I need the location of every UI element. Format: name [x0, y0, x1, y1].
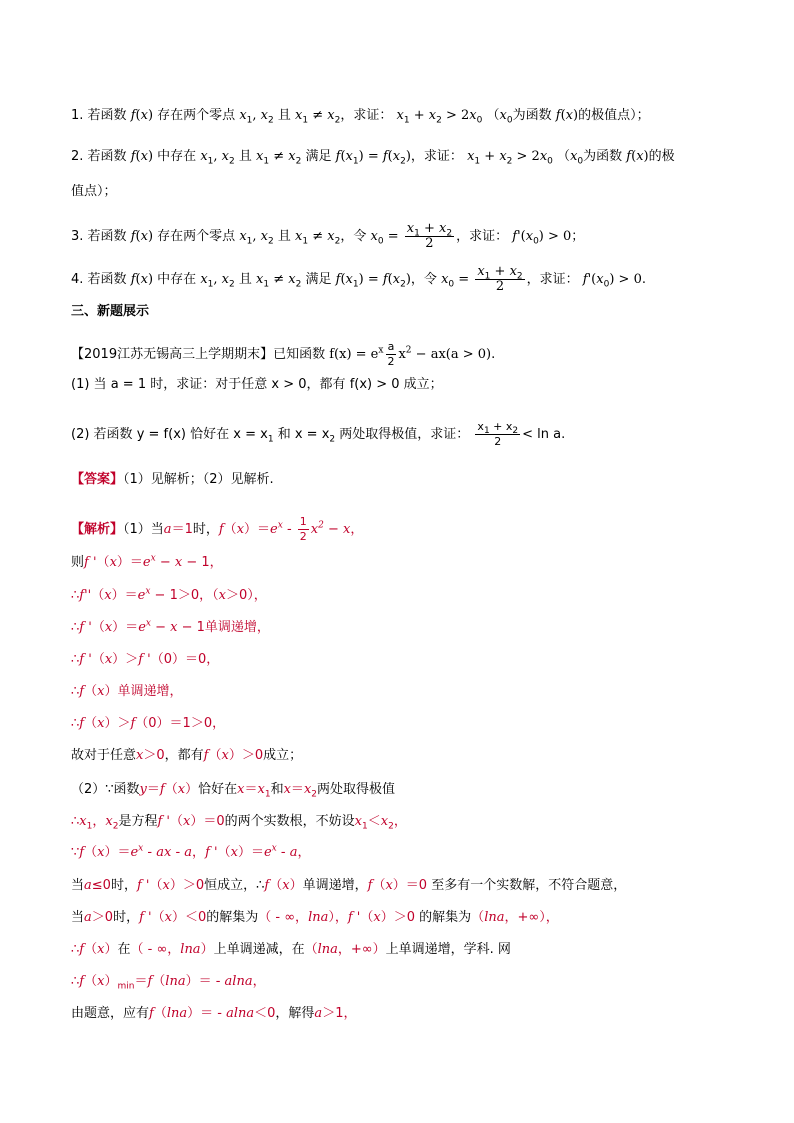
analysis-line-12: ∴f（x）在（ - ∞，lna）上单调递减，在（lna，+∞）上单调递增，学科. 网: [71, 942, 511, 957]
problem-part-1: (1) 当 a = 1 时，求证：对于任意 x > 0，都有 f(x) > 0 成立；: [71, 377, 443, 392]
analysis-line-2: $\therefore f''(x)=e^x - 1>0$，（x＞0），: [71, 586, 267, 603]
analysis-line-0: 【解析】（1）当a＝1时，$f(x)=e^x$ - $\frac{1}{2}$ $x^2 - x$，: [71, 515, 364, 543]
item-2-cont: 值点）；: [71, 184, 117, 199]
analysis-line-7: （2）∵函数y＝f（x）恰好在$x=x_1$和$x=x_2$两处取得极值: [71, 782, 396, 800]
analysis-line-6: 故对于任意x＞0，都有f（x）＞0成立；: [71, 748, 303, 763]
answer: 【答案】（1）见解析；（2）见解析.: [71, 472, 274, 487]
analysis-line-5b: ∴f（x）＞f（0）＝1＞0，: [71, 716, 226, 731]
item-1: 1. 若函数 f(x) 存在两个零点 $x_1$, $x_2$ 且 $x_1 \ne x_2$，求证： $x_1 + x_2 > 2x_0$ （$x_0$为函数 f(x)的极值点）；: [71, 108, 650, 126]
problem-stem: 【2019江苏无锡高三上学期期末】已知函数 $f(x) = e^x$ $\frac{a}{2}$ $x^2 - ax(a > 0)$.: [71, 340, 496, 368]
analysis-line-9: $\because f(x)=e^x$ - ax - a，f '$(x)=e^x - a$，: [71, 843, 311, 860]
item-4: 4. 若函数 f(x) 中存在 $x_1$, $x_2$ 且 $x_1 \ne x_2$ 满足 $f(x_1) = f(x_2)$，令 $x_0$ = $\frac{x_1 + x_2}{2}$ ，求证： $f'(x_0) > 0$.: [71, 264, 646, 294]
item-2: 2. 若函数 f(x) 中存在 $x_1$, $x_2$ 且 $x_1 \ne x_2$ 满足 $f(x_1) = f(x_2)$，求证： $x_1 + x_2 > 2x_0$ （$x_0$为函数 f(x)的极: [71, 149, 675, 167]
item-3: 3. 若函数 f(x) 存在两个零点 $x_1$, $x_2$ 且 $x_1 \ne x_2$，令 $x_0$ = $\frac{x_1 + x_2}{2}$ ，求证： $f'(x_0) > 0$；: [71, 221, 585, 251]
analysis-line-4: ∴f '（x）＞f '（0）＝0，: [71, 652, 220, 667]
analysis-line-8: $\therefore x_1$，$x_2$是方程f '（x）＝0的两个实数根，不妨设$x_1<x_2$，: [71, 814, 407, 832]
section-title: 三、新题展示: [71, 304, 150, 319]
analysis-line-1: 则f '$(x)=e^x - x - 1$，: [71, 553, 223, 570]
analysis-line-11: 当a＞0时，f '（x）＜0的解集为（ - ∞，lna），f '（x）＞0 的解集为（lna，+∞），: [71, 910, 559, 925]
analysis-line-5: ∴f（x）单调递增，: [71, 684, 183, 699]
analysis-line-10: 当a≤0时，f '（x）＞0恒成立，∴f（x）单调递增，f（x）＝0 至多有一个实数解，不符合题意，: [71, 878, 627, 893]
analysis-line-13: $\therefore f(x)_{min}=f(\ln a)= - alna$，: [71, 974, 266, 992]
problem-part-2: (2) 若函数 y = f(x) 恰好在 $x = x_1$ 和 $x = x_2$ 两处取得极值，求证： $\frac{x_1 + x_2}{2}$ < ln a.: [71, 420, 566, 448]
analysis-line-3: ∴f '$(x)=e^x - x - 1$单调递增，: [71, 618, 270, 635]
analysis-line-14: 由题意，应有f（lna）＝ - alna＜0，解得a＞1，: [71, 1006, 357, 1021]
